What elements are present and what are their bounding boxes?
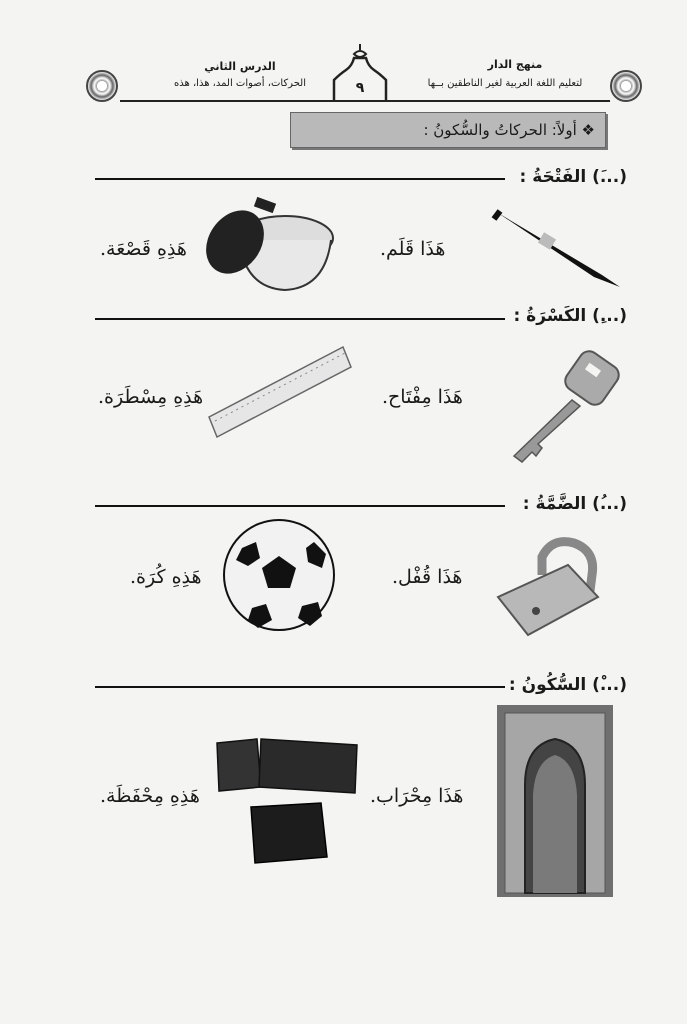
sentence-wallet: هَذِهِ مِحْفَظَة. <box>100 785 200 807</box>
bowl-with-lid-icon <box>205 200 335 295</box>
section-title-fatha: (...َ) الفَتْحَةُ : <box>519 167 627 187</box>
section-rule <box>95 178 505 180</box>
sentence-padlock: هَذَا قُفْل. <box>392 566 463 588</box>
pen-icon <box>490 205 625 290</box>
soccer-ball-icon <box>222 518 337 633</box>
section-rule <box>95 318 505 320</box>
sentence-pen: هَذَا قَلَم. <box>380 238 446 260</box>
mihrab-icon <box>497 705 613 897</box>
sentence-key: هَذَا مِفْتَاح. <box>382 386 463 408</box>
lesson-topics: الحركات، أصوات المد، هذا، هذه <box>174 78 306 89</box>
sentence-ruler: هَذِهِ مِسْطَرَة. <box>98 386 204 408</box>
lesson-title: الدرس الثاني <box>204 60 276 73</box>
book-title: منهج الدار <box>487 58 543 71</box>
ruler-icon <box>205 345 355 445</box>
ornament-right-icon <box>610 70 642 102</box>
section-banner <box>290 112 606 148</box>
sentence-mihrab: هَذَا مِحْرَاب. <box>370 785 464 807</box>
key-icon <box>510 350 620 465</box>
header-rule <box>120 100 610 102</box>
section-rule <box>95 686 505 688</box>
section-title-sukun: (...ْ) السُّكُونُ : <box>508 675 627 695</box>
section-title-damma: (...ُ) الضَّمَّةُ : <box>522 494 627 514</box>
padlock-icon <box>492 535 607 640</box>
section-rule <box>95 505 505 507</box>
sentence-bowl: هَذِهِ قَصْعَة. <box>100 238 187 260</box>
ornament-left-icon <box>86 70 118 102</box>
sentence-ball: هَذِهِ كُرَة. <box>130 566 202 588</box>
banner-text: ❖ أولاً: الحركاتُ والسُّكونُ : <box>423 121 595 139</box>
wallet-icon <box>215 735 365 865</box>
book-subtitle: لتعليم اللغة العربية لغير الناطقين بــها <box>427 78 583 89</box>
page-number: ٩ <box>355 80 365 96</box>
section-title-kasra: (...ِ) الكَسْرَةُ : <box>513 306 627 326</box>
